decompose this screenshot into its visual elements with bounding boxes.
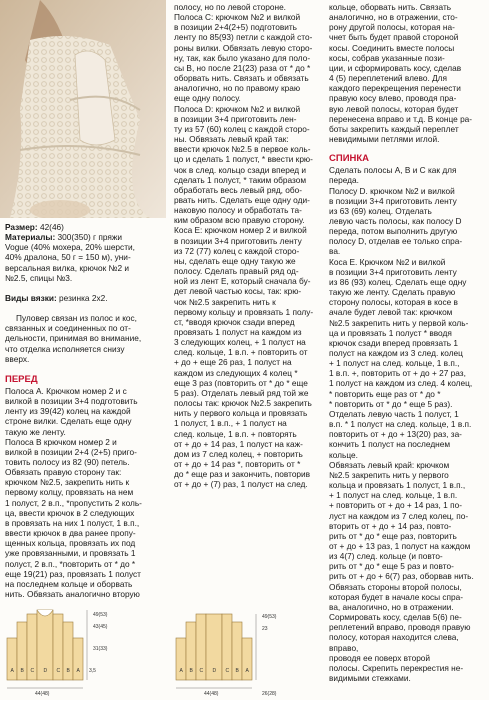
- text-line: ту из 57 (60) колец с каждой сторо-: [174, 123, 310, 134]
- text-line: от + до + 13 раз, 1 полуст на каждом: [329, 540, 471, 551]
- text-line: проводя ее поверх второй: [329, 652, 431, 663]
- text-line: переда, потом выполнить другую: [329, 226, 458, 237]
- back-text: [329, 165, 484, 683]
- text-line: видимыми стежками.: [329, 673, 411, 683]
- text-line: 5 раз). Отделать левый ряд той же: [174, 387, 309, 398]
- text-line: обработать весь левый ряд, обо-: [174, 184, 303, 195]
- text-line: + до + еще 26 раз, 1 полуст на: [174, 357, 292, 368]
- dim-label: 49(53): [93, 612, 108, 618]
- text-line: из 4(7) след. кольце (и повто-: [329, 551, 443, 562]
- text-line: рить от * до * еще раз, повторить: [329, 530, 457, 541]
- dim-label: 44(48): [204, 691, 219, 697]
- text-line: правую косу влево, проводя пра-: [329, 93, 457, 104]
- text-line: Полоса С: крючком №2 и вилкой: [174, 12, 301, 23]
- text-line: ны. Обвязать левый край так:: [174, 134, 289, 145]
- text-line: полуст, 2 в.п., *повторить от * до *: [5, 558, 136, 569]
- text-line: боты закрепить каждый переплет: [329, 123, 459, 134]
- strip-letter: D: [212, 668, 217, 674]
- text-line: Обвязать левый край: крючком: [329, 459, 450, 470]
- text-line: ца, ввести крючок в 2 следующих: [5, 507, 135, 518]
- text-line: оборвать нить. Связать и обвязать: [174, 73, 309, 84]
- front-text: [5, 386, 163, 599]
- materials-line: Vogue (40% мохера, 20% шерсти,: [5, 242, 135, 253]
- text-line: полуст на каждом из 3 след. колец: [329, 348, 463, 358]
- text-line: реплетений вправо, проводя правую: [329, 622, 471, 633]
- text-line: в позиции 2+4(2+5) подготовить: [174, 22, 297, 33]
- strip-letter: C: [30, 668, 35, 674]
- text-line: сторону полосы, которая в косе в: [329, 297, 458, 308]
- text-line: след. кольце, 1 в.п. + повторить от: [174, 347, 308, 358]
- text-line: ким образом всю правую сторону.: [174, 215, 305, 226]
- text-line: Полоса В крючком номер 2 и: [5, 436, 117, 447]
- dim-label: 49(53): [262, 614, 277, 620]
- text-line: крючком №2.5, закрепить нить к: [5, 477, 130, 488]
- text-line: Отделать левую часть 1 полуст, 1: [329, 408, 459, 419]
- dim-label: 23: [262, 626, 268, 632]
- text-line: такую же ленту.: [5, 426, 66, 437]
- strip-letter: B: [235, 668, 239, 674]
- text-line: первому колцу, провязать на нем: [5, 487, 134, 498]
- text-line: вилкой в позиции 3+4 подготовить: [5, 396, 138, 407]
- text-line: + повторить от + до + 14 раз, 1 по-: [329, 500, 462, 511]
- photo-illustration: [0, 0, 166, 218]
- text-line: в позиции 3+4 приготовить лен-: [174, 113, 297, 124]
- text-line: переда.: [329, 175, 359, 186]
- front-schematic-drawing: [5, 600, 167, 697]
- text-line: * повторить еще раз от * до *: [329, 388, 441, 399]
- text-line: чок в след. кольцо сзади вперед и: [174, 164, 307, 175]
- text-line: Сормировать косу, сделав 5(6) пе-: [329, 612, 462, 623]
- text-line: луст на каждом из 7 след колец, по-: [329, 510, 469, 521]
- text-line: ленту по 85(93) петли с каждой сто-: [174, 32, 313, 43]
- text-line: до * еще раз и закончить, повторив: [174, 469, 311, 480]
- text-line: в позиции 3+4 приготовить ленту: [329, 266, 457, 277]
- text-line: от + до + (7) раз, 1 полуст на след.: [174, 479, 308, 490]
- text-line: сделать 1 полуст, * таким образом: [174, 174, 307, 185]
- text-line: нить. Обвязать аналогично вторую: [5, 589, 140, 599]
- section-heading-front: ПЕРЕД: [5, 373, 38, 385]
- materials-line: 40% дралона, 50 г = 150 м), уни-: [5, 252, 131, 263]
- text-line: Обвязать правую сторону так:: [5, 467, 122, 478]
- text-line: аналогично, но в отражении, сто-: [329, 12, 458, 23]
- text-line: рону другой полосы, которая на-: [329, 22, 455, 33]
- text-line: полосу D, отделав ее только спра-: [329, 236, 463, 247]
- text-line: 3 следующих колец, + 1 полуст на: [174, 337, 306, 348]
- text-line: Полоса А. Крючком номер 2 и с: [5, 385, 127, 396]
- text-line: вилкой в позиции 2+4 (2+5) приго-: [5, 446, 137, 457]
- text-line: Коса Е. Крючком №2 и вилкой: [329, 256, 446, 267]
- strip-letter: B: [66, 668, 70, 674]
- text-line: косы, собрав указанные пози-: [329, 52, 445, 63]
- dim-label: 43(45): [93, 624, 108, 630]
- text-line: в позиции 3+4 приготовить ленту: [329, 195, 457, 206]
- text-line: аналогично, но по правому краю: [174, 83, 301, 94]
- text-line: полосы. Скрепить перекрестия не-: [329, 662, 464, 673]
- front-schematic: [5, 600, 167, 697]
- materials-line: №2.5, спицы №3.: [5, 272, 73, 283]
- text-line: еще 19(21) раз, провязать 1 полуст: [5, 568, 141, 579]
- text-line: + 1 полуст на след. кольце, 1 в.п.: [329, 490, 458, 501]
- text-line: провязать 1 полуст на каждом из: [174, 327, 302, 337]
- text-line: еще одну полосу.: [174, 93, 241, 104]
- text-line: крючок сзади вперед провязать 1: [329, 337, 459, 348]
- text-line: Сделать полосы А, В и С как для: [329, 165, 457, 176]
- text-line: ввести крючок в два ранее пропу-: [5, 528, 136, 539]
- text-line: от + до + 14 раз, 1 полуст на каж-: [174, 438, 303, 449]
- text-line: кольца и провязать 1 полуст, 1 в.п.,: [329, 480, 466, 491]
- text-line: которая будет в начале косы спра-: [329, 591, 464, 602]
- text-line: левую часть полосы, как полосу D: [329, 215, 462, 226]
- text-line: роны вилки. Обвязать левую сторо-: [174, 42, 313, 53]
- intro-line: Пуловер связан из полос и кос,: [16, 313, 137, 324]
- text-line: наковую полосу и обработать та-: [174, 205, 302, 216]
- text-line: 4 (5) переплетений влево. Для: [329, 73, 448, 84]
- text-line: строне вилки. Сделать еще одну: [5, 416, 132, 427]
- column-3: [329, 2, 484, 683]
- text-line: кольце, оборвать нить. Связать: [329, 2, 452, 12]
- text-line: полосу. Сделать правый ряд од-: [174, 266, 299, 277]
- column-2: [174, 2, 324, 490]
- column-3-text: [329, 2, 484, 144]
- size-line: Размер: 42(46): [5, 222, 64, 232]
- intro-line: связанных и соединенных по от-: [5, 323, 131, 334]
- text-line: * повторить от * до * еще 5 раз).: [329, 398, 453, 409]
- text-line: ленту из 39(42) колец на каждой: [5, 406, 131, 417]
- dim-label: 26(28): [262, 691, 277, 697]
- strip-letter: C: [225, 668, 230, 674]
- text-line: №2.5 закрепить нить у первой коль-: [329, 317, 469, 328]
- text-line: из 86 (93) колец. Сделать еще одну: [329, 276, 467, 287]
- strip-letter: B: [20, 668, 24, 674]
- text-line: перенесена вправо и т.д. В конце ра-: [329, 113, 473, 124]
- text-line: в.п. * 1 полуст на след. кольце, 1 в.п.: [329, 419, 472, 430]
- text-line: из 72 (77) колец с каждой сторо-: [174, 245, 300, 256]
- text-line: вторить от + до + 14 раз, повто-: [329, 520, 452, 531]
- text-line: №2.5 закрепить нить у первого: [329, 469, 449, 480]
- text-line: ны, сделать еще одну такую же: [174, 255, 296, 266]
- text-line: сы В, но после 21(23) раза от * до *: [174, 62, 311, 73]
- strip-letter: A: [245, 668, 249, 674]
- text-line: 1 полуст на каждом из след. 4 колец,: [329, 378, 473, 389]
- text-line: рить от * до * еще 5 раз и повто-: [329, 561, 454, 572]
- text-line: 1 полуст, 1 в.п., + 1 полуст на: [174, 418, 287, 429]
- back-schematic: [174, 600, 324, 697]
- text-line: ачале будет левой так: крючком: [329, 307, 453, 318]
- text-line: повторить от + до + 13(20) раз, за-: [329, 429, 462, 440]
- text-line: товить полосу из 82 (90) петель.: [5, 456, 130, 467]
- text-line: полосу, которая находится слева, вправо,: [329, 632, 459, 653]
- text-line: каждом из следующих 4 колец *: [174, 367, 298, 378]
- intro-line: вверх.: [5, 353, 30, 364]
- text-line: цо и сделать 1 полуст, * ввести крю-: [174, 154, 313, 165]
- strip-letter: A: [10, 668, 14, 674]
- text-line: от + до + 14 раз *, повторить от *: [174, 459, 301, 470]
- text-line: кольце.: [329, 449, 358, 460]
- back-schematic-drawing: [174, 600, 324, 697]
- text-line: полосы так: крючок №2.5 закрепить: [174, 398, 312, 409]
- text-line: кончить 1 полуст на последнем: [329, 439, 451, 450]
- text-line: ной из лент Е, который сначала бу-: [174, 276, 311, 287]
- text-line: полосу, но по левой стороне.: [174, 2, 286, 12]
- text-line: такую же ленту. Сделать правую: [329, 287, 456, 298]
- text-line: дет левой частью косы, так: крю-: [174, 286, 302, 297]
- text-line: ца и провязать 1 полуст * вводя: [329, 327, 452, 338]
- strip-letter: A: [179, 668, 183, 674]
- text-line: 1 в.п. +, повторить от + до + 27 раз,: [329, 368, 466, 379]
- text-line: каждого перекрещения перенести: [329, 83, 461, 94]
- text-line: косы. Соединить вместе полосы: [329, 42, 455, 53]
- text-line: щенных кольца, провязать их под: [5, 538, 136, 549]
- dim-label: 31(33): [93, 646, 108, 652]
- text-line: рвать нить. Сделать еще одну оди-: [174, 194, 310, 205]
- dim-label: 3,5: [89, 668, 96, 674]
- intro-line: дельности, принимая во внимание,: [5, 333, 142, 344]
- text-line: дом из 7 след колец, + повторить: [174, 448, 303, 459]
- column-2-text: [174, 2, 324, 490]
- text-line: Коса Е: крючком номер 2 и вилкой: [174, 225, 307, 236]
- strip-letter: C: [56, 668, 61, 674]
- text-line: чок №2.5 закрепить нить к: [174, 296, 276, 307]
- text-line: ввести крючок №2.5 в первое коль-: [174, 144, 311, 155]
- text-line: ва, аналогично, но в отражении.: [329, 601, 454, 612]
- strip-letter: C: [199, 668, 204, 674]
- knit-line: Виды вязки: резинка 2x2.: [5, 292, 108, 303]
- strip-letter: A: [76, 668, 80, 674]
- section-heading-back: СПИНКА: [329, 153, 370, 165]
- text-line: след. кольце, 1 в.п. + повторять: [174, 428, 297, 439]
- text-line: вую левой полосы, которая будет: [329, 103, 459, 114]
- text-line: уже провязанными, и провязать 1: [5, 548, 136, 559]
- text-line: ст, *вводя крючок сзади вперед: [174, 316, 295, 327]
- text-line: ну, так, как было указано для поло-: [174, 52, 311, 63]
- text-line: в позиции 3+4 приготовить ленту: [174, 235, 302, 246]
- text-line: 1 полуст, 2 в.п., *пропустить 2 коль-: [5, 497, 142, 508]
- text-line: рить от + до + 6(7) раз, оборвав нить.: [329, 571, 474, 582]
- text-line: + 1 полуст на след. кольце, 1 в.п.,: [329, 358, 460, 369]
- column-1: [5, 222, 163, 599]
- materials-line: Материалы: 300(350) г пряжи: [5, 232, 123, 243]
- text-line: Полоса D: крючком №2 и вилкой: [174, 103, 301, 114]
- text-line: ции, и сформировать косу, сделав: [329, 62, 462, 73]
- text-line: ва.: [329, 246, 341, 257]
- text-line: нить у первого кольца и провязать: [174, 408, 308, 419]
- text-line: Обвязать стороны второй полосы,: [329, 581, 462, 592]
- text-line: чнет быть будет правой стороной: [329, 32, 459, 43]
- text-line: первому кольцу и провязать 1 полу-: [174, 306, 314, 317]
- text-line: в провязать на них 1 полуст, 1 в.п.,: [5, 517, 140, 528]
- text-line: из 63 (69) колец. Отделать: [329, 205, 432, 216]
- intro-line: что отделка исполняется снизу: [5, 343, 125, 354]
- dim-label: 44(48): [35, 691, 50, 697]
- text-line: Полосу D. крючком №2 и вилкой: [329, 185, 455, 196]
- strip-letter: D: [43, 668, 48, 674]
- text-line: на последнем кольце и оборвать: [5, 578, 133, 589]
- text-line: еще 3 раз (повторить от * до * еще: [174, 377, 308, 388]
- materials-line: версальная вилка, крючок №2 и: [5, 262, 129, 273]
- text-line: невидимыми петлями иглой.: [329, 134, 440, 145]
- strip-letter: B: [189, 668, 193, 674]
- model-photo: [0, 0, 166, 218]
